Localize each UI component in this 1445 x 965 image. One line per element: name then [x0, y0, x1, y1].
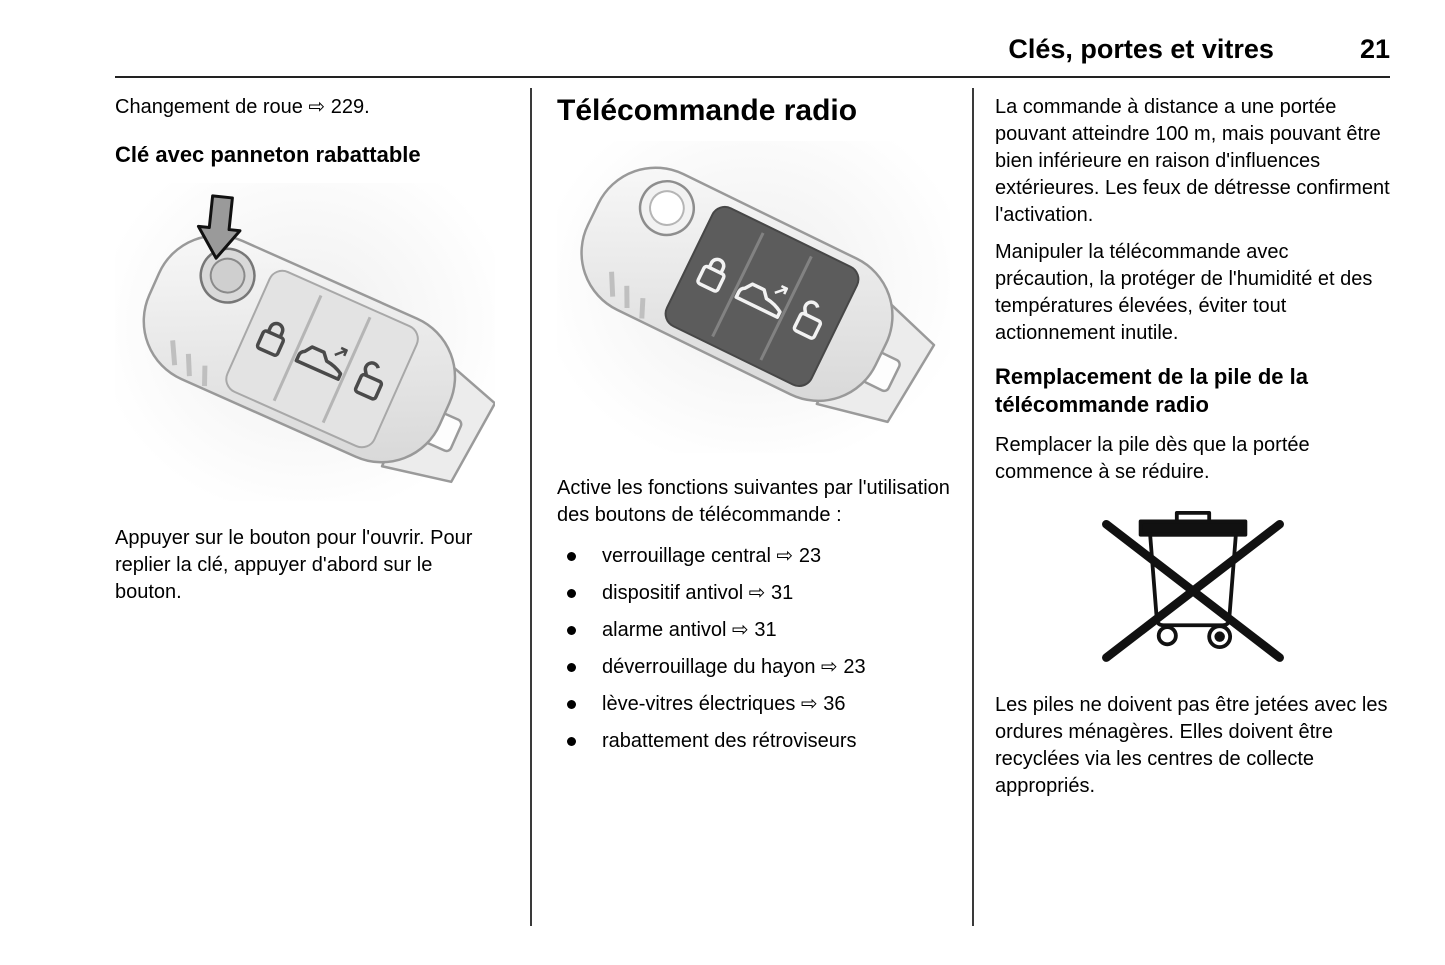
- list-item: [557, 654, 950, 681]
- list-item: [557, 728, 950, 755]
- header-rule: [115, 76, 1390, 78]
- remote-care-paragraph: Manipuler la télécommande avec précaution, la protéger de l'humidité et des températures élevées, éviter tout actionnement inutile.: [995, 241, 1373, 344]
- list-item-label: alarme antivol ⇨ 31: [602, 618, 777, 641]
- bullet-icon: [567, 552, 576, 561]
- remote-functions-list: [557, 543, 950, 755]
- bullet-icon: [567, 626, 576, 635]
- list-item: [557, 580, 950, 607]
- column-1: [115, 94, 495, 616]
- remote-functions-intro: Active les fonctions suivantes par l'utilisation des boutons de télécommande :: [557, 476, 950, 526]
- bullet-icon: [567, 737, 576, 746]
- battery-disposal-paragraph: Les piles ne doivent pas être jetées avec les ordures ménagères. Elles doivent être recyclées via les centres de collecte appropriés.: [995, 694, 1388, 797]
- bullet-icon: [567, 589, 576, 598]
- bullet-icon: [567, 700, 576, 709]
- column-2: [557, 94, 950, 765]
- list-item: [557, 543, 950, 570]
- list-item-label: rabattement des rétroviseurs: [602, 729, 857, 752]
- page-header: [115, 34, 1390, 65]
- chapter-title: Clés, portes et vitres: [1008, 34, 1274, 64]
- column-divider-left: [530, 88, 532, 926]
- list-item-label: dispositif antivol ⇨ 31: [602, 581, 794, 604]
- crossed-out-bin-icon: [1093, 509, 1293, 671]
- list-item: [557, 691, 950, 718]
- column-3: [995, 94, 1391, 810]
- remote-key-illustration: [558, 142, 950, 452]
- weee-figure: [1088, 506, 1298, 674]
- column-divider-right: [972, 88, 974, 926]
- flip-key-illustration: [115, 183, 495, 501]
- list-item-label: déverrouillage du hayon ⇨ 23: [602, 655, 866, 678]
- section-heading-remote: Télécommande radio: [557, 94, 858, 127]
- list-item-label: verrouillage central ⇨ 23: [602, 544, 822, 567]
- remote-key-figure: [557, 141, 950, 453]
- list-item: [557, 617, 950, 644]
- remote-range-paragraph: La commande à distance a une portée pouvant atteindre 100 m, mais pouvant être bien inférieure en raison d'influences extérieures. Les feux de détresse confirment l'activation.: [995, 96, 1390, 226]
- flip-key-instructions: Appuyer sur le bouton pour l'ouvrir. Pour replier la clé, appuyer d'abord sur le bouton.: [115, 526, 473, 603]
- cross-reference-wheel-change: Changement de roue ⇨ 229.: [115, 96, 370, 118]
- bullet-icon: [567, 663, 576, 672]
- list-item-label: lève-vitres électriques ⇨ 36: [602, 692, 846, 715]
- page-number: 21: [1359, 34, 1390, 64]
- flip-key-figure: [115, 183, 495, 501]
- battery-replace-paragraph: Remplacer la pile dès que la portée commence à se réduire.: [995, 434, 1310, 483]
- section-heading-flip-key: Clé avec panneton rabattable: [115, 142, 421, 167]
- section-heading-battery: Remplacement de la pile de la télécommande radio: [995, 364, 1309, 417]
